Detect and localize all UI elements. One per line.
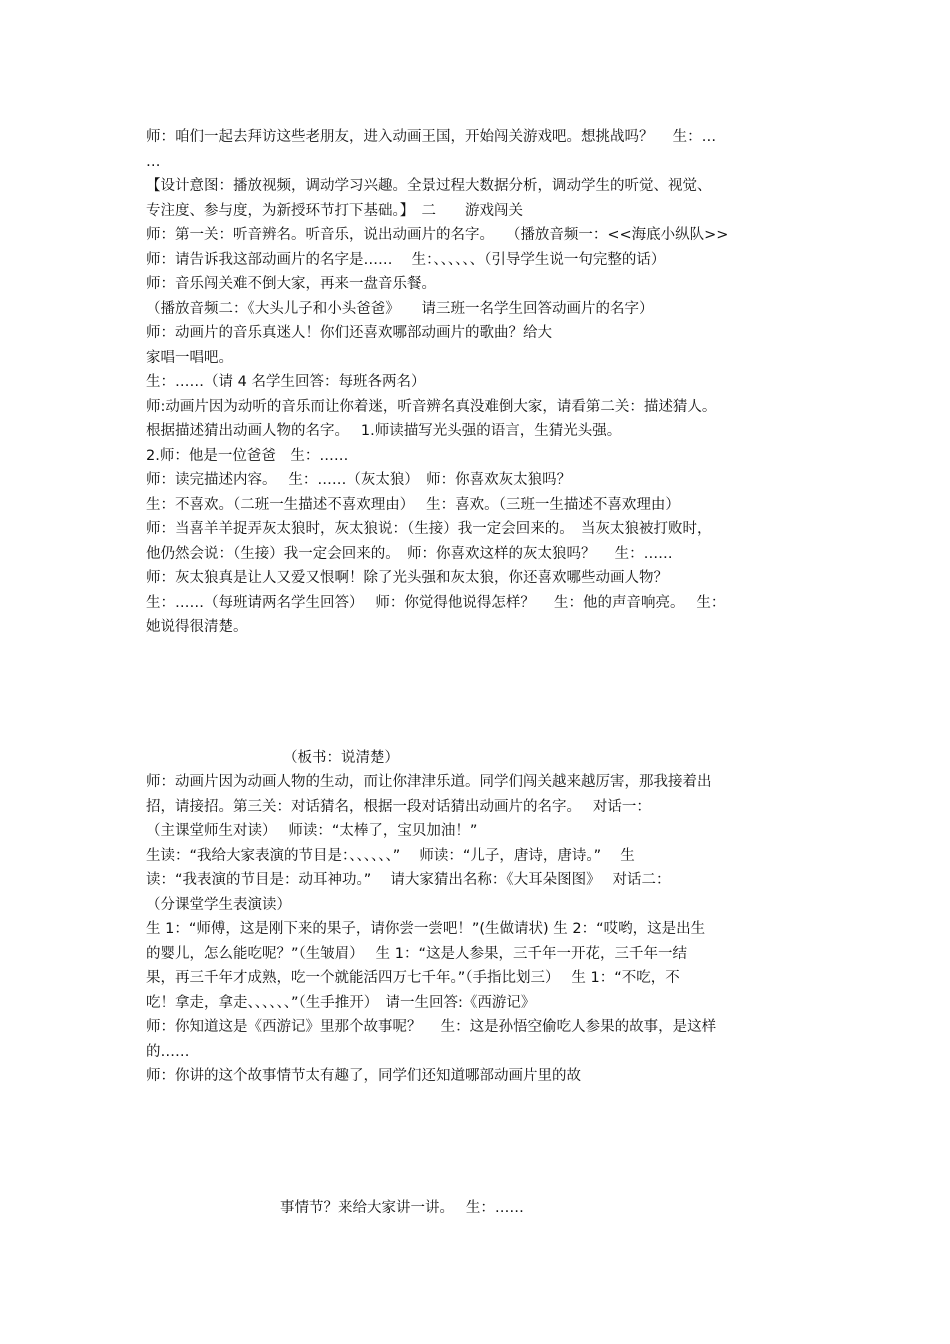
paragraph-line: 果，再三千年才成熟，吃一个就能活四万七千年。”（手指比划三） 生 1：“不吃，不 (146, 970, 680, 986)
lesson-section-1 (146, 125, 816, 640)
paragraph-line: 师：咱们一起去拜访这些老朋友，进入动画王国，开始闯关游戏吧。想挑战吗？ 生：… (146, 129, 717, 145)
paragraph-line: 事情节？来给大家讲一讲。 生：…… (280, 1200, 524, 1216)
paragraph-line: 师：第一关：听音辨名。听音乐，说出动画片的名字。 （播放音频一：<<海底小纵队>> (146, 227, 729, 243)
paragraph-line: 2.师：他是一位爸爸 生：…… (146, 447, 349, 464)
paragraph-line: 专注度、参与度，为新授环节打下基础。】 二 游戏闯关 (146, 202, 523, 219)
paragraph-line: 【设计意图：播放视频，调动学习兴趣。全景过程大数据分析，调动学生的听觉、视觉、 (146, 178, 712, 194)
paragraph-line: 生 1：“师傅，这是刚下来的果子，请你尝一尝吧！”(生做请状) 生 2：“哎哟，这是出生 (146, 921, 706, 937)
paragraph-line: （主课堂师生对读） 师读：“太棒了，宝贝加油！” (146, 823, 478, 839)
paragraph-line: （分课堂学生表演读） (146, 896, 291, 913)
paragraph-line: 生：……（每班请两名学生回答） 师：你觉得他说得怎样？ 生：他的声音响亮。 生： (146, 594, 726, 611)
paragraph-line: 根据描述猜出动画人物的名字。 1.师读描写光头强的语言，生猜光头强。 (146, 423, 622, 439)
paragraph-line: 的婴儿，怎么能吃呢？”（生皱眉） 生 1：“这是人参果，三千年一开花，三千年一结 (146, 945, 687, 962)
paragraph-line: 招，请接招。第三关：对话猜名，根据一段对话猜出动画片的名字。 对话一： (146, 798, 651, 815)
paragraph-line: 师：你讲的这个故事情节太有趣了，同学们还知道哪部动画片里的故 (146, 1068, 581, 1084)
paragraph-line: 生：不喜欢。（二班一生描述不喜欢理由） 生：喜欢。（三班一生描述不喜欢理由） (146, 496, 680, 513)
paragraph-line: 吃！拿走，拿走、、、、、、”（生手推开） 请一生回答:《西游记》 (146, 994, 536, 1011)
paragraph-line: 他仍然会说：（生接）我一定会回来的。 师：你喜欢这样的灰太狼吗？ 生：…… (146, 545, 673, 562)
paragraph-line: 师：当喜羊羊捉弄灰太狼时，灰太狼说：（生接）我一定会回来的。 当灰太狼被打败时， (146, 521, 712, 537)
paragraph-line: 读：“我表演的节目是：动耳神功。” 请大家猜出名称：《大耳朵图图》 对话二： (146, 872, 671, 888)
paragraph-line: 师：请告诉我这部动画片的名字是…… 生：、、、、、、（引导学生说一句完整的话） (146, 251, 666, 268)
paragraph-line: 师：音乐闯关难不倒大家，再来一盘音乐餐。 (146, 276, 436, 292)
board-note-text: （板书：说清楚） (283, 750, 399, 766)
paragraph-line: 生：……（请 4 名学生回答：每班各两名） (146, 374, 426, 390)
paragraph-line: 生读：“我给大家表演的节目是：、、、、、、” 师读：“儿子，唐诗，唐诗。” 生 (146, 847, 635, 864)
board-note (283, 746, 583, 771)
paragraph-line: 师：你知道这是《西游记》里那个故事呢？ 生：这是孙悟空偷吃人参果的故事，是这样 (146, 1019, 717, 1035)
paragraph-line: 师：灰太狼真是让人又爱又恨啊！除了光头强和灰太狼，你还喜欢哪些动画人物？ (146, 570, 668, 586)
lesson-section-3 (280, 1196, 780, 1221)
paragraph-line: 她说得很清楚。 (146, 619, 248, 635)
paragraph-line: 师:动画片因为动听的音乐而让你着迷，听音辨名真没难倒大家，请看第二关：描述猜人。 (146, 398, 717, 415)
paragraph-line: 师：动画片的音乐真迷人！你们还喜欢哪部动画片的歌曲？给大 (146, 325, 552, 341)
lesson-section-2 (146, 770, 816, 1089)
paragraph-line: … (146, 153, 161, 170)
paragraph-line: （播放音频二：《大头儿子和小头爸爸》 请三班一名学生回答动画片的名字） (146, 300, 654, 317)
paragraph-line: 师：读完描述内容。 生：……（灰太狼） 师：你喜欢灰太狼吗？ (146, 472, 572, 488)
paragraph-line: 的…… (146, 1043, 190, 1060)
paragraph-line: 家唱一唱吧。 (146, 349, 233, 366)
paragraph-line: 师：动画片因为动画人物的生动，而让你津津乐道。同学们闯关越来越厉害，那我接着出 (146, 774, 712, 790)
